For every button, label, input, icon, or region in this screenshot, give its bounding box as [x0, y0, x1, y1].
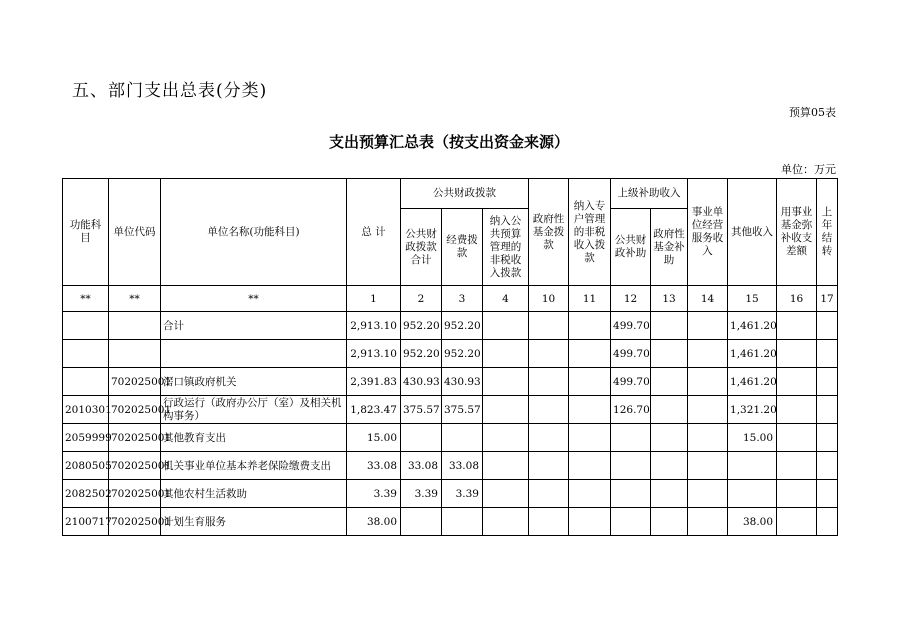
gap-cell: [777, 452, 817, 480]
unit-code-cell: [109, 340, 161, 368]
other-cell: [728, 480, 777, 508]
index-cell: 10: [529, 286, 569, 312]
index-cell: 14: [688, 286, 728, 312]
carry-cell: [817, 340, 838, 368]
table-row: [63, 424, 838, 452]
header-upper-subsidy: 上级补助收入: [611, 179, 688, 209]
header-pf-total: 公共财政拨款合计: [401, 209, 442, 286]
gap-cell: [777, 396, 817, 424]
unit-name-cell: 合计: [161, 312, 347, 340]
func-code-cell: [63, 312, 109, 340]
budget-table: [62, 178, 838, 536]
table-row: [63, 312, 838, 340]
func-code-cell: 2080505: [63, 452, 109, 480]
us-fund-cell: [651, 368, 688, 396]
pf-fee-cell: 430.93: [442, 368, 483, 396]
header-total: 总 计: [347, 179, 401, 286]
other-cell: 15.00: [728, 424, 777, 452]
total-cell: 33.08: [347, 452, 401, 480]
header-unit-code: 单位代码: [109, 179, 161, 286]
unit-code-cell: 702025001: [109, 452, 161, 480]
section-title: 五、部门支出总表(分类): [72, 81, 268, 101]
table-row: [63, 508, 838, 536]
pf-total-cell: [401, 508, 442, 536]
index-cell: 12: [611, 286, 651, 312]
special-cell: [569, 368, 611, 396]
header-us-public: 公共财政补助: [611, 209, 651, 286]
us-public-cell: [611, 424, 651, 452]
header-other-income: 其他收入: [728, 179, 777, 286]
special-cell: [569, 508, 611, 536]
gov-fund-cell: [529, 508, 569, 536]
gap-cell: [777, 424, 817, 452]
us-public-cell: 499.70: [611, 340, 651, 368]
pf-fee-cell: [442, 508, 483, 536]
us-fund-cell: [651, 452, 688, 480]
pf-nontax-cell: [483, 508, 529, 536]
unit-code-cell: 702025001: [109, 424, 161, 452]
index-cell: 4: [483, 286, 529, 312]
total-cell: 2,913.10: [347, 340, 401, 368]
unit-name-cell: [161, 340, 347, 368]
us-public-cell: [611, 508, 651, 536]
other-cell: [728, 452, 777, 480]
gap-cell: [777, 480, 817, 508]
header-pf-fee: 经费拨款: [442, 209, 483, 286]
business-cell: [688, 480, 728, 508]
us-fund-cell: [651, 508, 688, 536]
other-cell: 1,461.20: [728, 368, 777, 396]
header-public-fiscal: 公共财政拨款: [401, 179, 529, 209]
index-cell: 1: [347, 286, 401, 312]
gap-cell: [777, 368, 817, 396]
pf-fee-cell: 952.20: [442, 312, 483, 340]
header-pf-nontax: 纳入公共预算管理的非税收入拨款: [483, 209, 529, 286]
index-cell: **: [109, 286, 161, 312]
index-cell: 13: [651, 286, 688, 312]
total-cell: 15.00: [347, 424, 401, 452]
business-cell: [688, 452, 728, 480]
header-business-income: 事业单位经营服务收入: [688, 179, 728, 286]
func-code-cell: 2059999: [63, 424, 109, 452]
special-cell: [569, 424, 611, 452]
pf-total-cell: 952.20: [401, 312, 442, 340]
gap-cell: [777, 340, 817, 368]
index-cell: **: [161, 286, 347, 312]
table-row: [63, 340, 838, 368]
business-cell: [688, 340, 728, 368]
total-cell: 38.00: [347, 508, 401, 536]
total-cell: 1,823.47: [347, 396, 401, 424]
other-cell: 1,461.20: [728, 312, 777, 340]
unit-code-cell: 702025001: [109, 396, 161, 424]
carry-cell: [817, 508, 838, 536]
other-cell: 38.00: [728, 508, 777, 536]
carry-cell: [817, 452, 838, 480]
unit-code-cell: 702025001: [109, 480, 161, 508]
unit-code-cell: 702025001: [109, 368, 161, 396]
func-code-cell: [63, 340, 109, 368]
gov-fund-cell: [529, 424, 569, 452]
func-code-cell: 2082502: [63, 480, 109, 508]
gap-cell: [777, 508, 817, 536]
total-cell: 2,913.10: [347, 312, 401, 340]
unit-label: 单位：万元: [781, 163, 836, 176]
unit-name-cell: 计划生育服务: [161, 508, 347, 536]
gov-fund-cell: [529, 340, 569, 368]
pf-total-cell: 430.93: [401, 368, 442, 396]
us-fund-cell: [651, 396, 688, 424]
unit-name-cell: 机关事业单位基本养老保险缴费支出: [161, 452, 347, 480]
pf-nontax-cell: [483, 452, 529, 480]
business-cell: [688, 424, 728, 452]
index-row: [63, 286, 838, 312]
us-public-cell: 126.70: [611, 396, 651, 424]
other-cell: 1,321.20: [728, 396, 777, 424]
unit-name-cell: 其他教育支出: [161, 424, 347, 452]
pf-fee-cell: 375.57: [442, 396, 483, 424]
pf-total-cell: [401, 424, 442, 452]
us-fund-cell: [651, 312, 688, 340]
special-cell: [569, 312, 611, 340]
business-cell: [688, 508, 728, 536]
business-cell: [688, 396, 728, 424]
business-cell: [688, 312, 728, 340]
table-row: [63, 396, 838, 424]
form-code: 预算05表: [789, 106, 836, 119]
special-cell: [569, 480, 611, 508]
pf-nontax-cell: [483, 340, 529, 368]
pf-fee-cell: [442, 424, 483, 452]
gov-fund-cell: [529, 480, 569, 508]
header-carry-over: 上年结转: [817, 179, 838, 286]
func-code-cell: 2100717: [63, 508, 109, 536]
special-cell: [569, 452, 611, 480]
index-cell: 17: [817, 286, 838, 312]
table-title: 支出预算汇总表（按支出资金来源）: [328, 133, 569, 151]
us-public-cell: [611, 480, 651, 508]
header-special-nontax: 纳入专户管理的非税收入拨款: [569, 179, 611, 286]
carry-cell: [817, 368, 838, 396]
index-cell: 2: [401, 286, 442, 312]
pf-total-cell: 3.39: [401, 480, 442, 508]
carry-cell: [817, 480, 838, 508]
pf-total-cell: 952.20: [401, 340, 442, 368]
header-unit-name: 单位名称(功能科目): [161, 179, 347, 286]
gov-fund-cell: [529, 452, 569, 480]
index-cell: 3: [442, 286, 483, 312]
business-cell: [688, 368, 728, 396]
us-public-cell: 499.70: [611, 312, 651, 340]
table-row: [63, 452, 838, 480]
unit-code-cell: 702025001: [109, 508, 161, 536]
pf-nontax-cell: [483, 396, 529, 424]
unit-code-cell: [109, 312, 161, 340]
unit-name-cell: 其他农村生活救助: [161, 480, 347, 508]
pf-nontax-cell: [483, 424, 529, 452]
carry-cell: [817, 396, 838, 424]
func-code-cell: 2010301: [63, 396, 109, 424]
unit-name-cell: 滘口镇政府机关: [161, 368, 347, 396]
gov-fund-cell: [529, 396, 569, 424]
special-cell: [569, 396, 611, 424]
pf-total-cell: 33.08: [401, 452, 442, 480]
index-cell: 16: [777, 286, 817, 312]
carry-cell: [817, 312, 838, 340]
index-cell: 15: [728, 286, 777, 312]
index-cell: 11: [569, 286, 611, 312]
pf-fee-cell: 952.20: [442, 340, 483, 368]
pf-fee-cell: 33.08: [442, 452, 483, 480]
total-cell: 3.39: [347, 480, 401, 508]
gov-fund-cell: [529, 312, 569, 340]
header-us-gov-fund: 政府性基金补助: [651, 209, 688, 286]
pf-nontax-cell: [483, 368, 529, 396]
table-row: [63, 480, 838, 508]
pf-nontax-cell: [483, 480, 529, 508]
special-cell: [569, 340, 611, 368]
us-public-cell: 499.70: [611, 368, 651, 396]
pf-fee-cell: 3.39: [442, 480, 483, 508]
pf-total-cell: 375.57: [401, 396, 442, 424]
header-gov-fund: 政府性基金拨款: [529, 179, 569, 286]
table-row: [63, 368, 838, 396]
us-fund-cell: [651, 424, 688, 452]
us-fund-cell: [651, 340, 688, 368]
unit-name-cell: 行政运行（政府办公厅（室）及相关机构事务）: [161, 396, 347, 424]
us-public-cell: [611, 452, 651, 480]
total-cell: 2,391.83: [347, 368, 401, 396]
carry-cell: [817, 424, 838, 452]
header-func-code: 功能科目: [63, 179, 109, 286]
pf-nontax-cell: [483, 312, 529, 340]
us-fund-cell: [651, 480, 688, 508]
gap-cell: [777, 312, 817, 340]
func-code-cell: [63, 368, 109, 396]
gov-fund-cell: [529, 368, 569, 396]
other-cell: 1,461.20: [728, 340, 777, 368]
header-fund-gap: 用事业基金弥补收支差额: [777, 179, 817, 286]
index-cell: **: [63, 286, 109, 312]
